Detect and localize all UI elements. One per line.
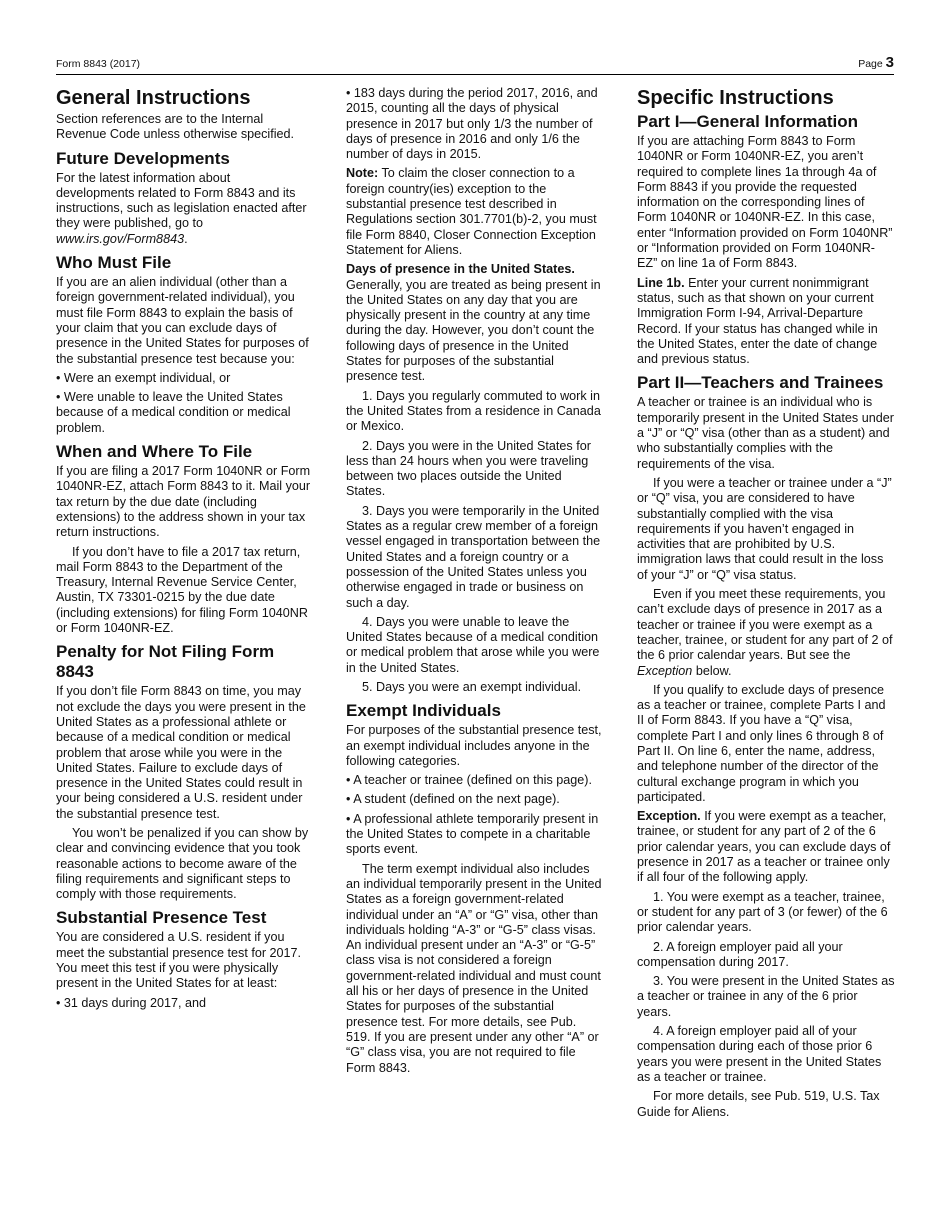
days-item: 4. Days you were unable to leave the United States because of a medical condition or medical problem that arose while you were in the United States.: [346, 614, 600, 675]
exception-item: 1. You were exempt as a teacher, trainee, or student for any part of 3 (or fewer) of the 6 prior calendar years.: [637, 889, 888, 935]
days-item: 2. Days you were in the United States for less than 24 hours when you were traveling between two places outside the United States.: [346, 438, 591, 499]
penalty-paragraph-2: You won’t be penalized if you can show by clear and convincing evidence that you took reasonable actions to become aware of the filing requirements and significant steps to comply with those requirements.: [56, 825, 309, 902]
spt-bullet: • 31 days during 2017, and: [56, 995, 207, 1010]
line1b-label: Line 1b.: [637, 275, 685, 290]
note-label: Note:: [346, 166, 379, 181]
days-paragraph: [346, 262, 604, 384]
future-body: For the latest information about developments related to Form 8843 and its instructions, such as legislation enacted after they were published, go to: [56, 170, 307, 231]
future-text: For the latest information about developments related to Form 8843 and its instructions, such as legislation enacted after they were published, go to www.irs.gov/Form8843.: [56, 170, 307, 246]
part2-p3-start: Even if you meet these requirements, you can’t exclude days of presence in 2017 as a teacher or trainee if you were exempt as a teacher, trainee, or student for any part of 2 of the 6 prior calendar years. But see the: [637, 587, 893, 663]
days-item: 1. Days you regularly commuted to work in the United States from a residence in Canada or Mexico.: [346, 388, 601, 434]
penalty-heading: Penalty for Not Filing Form 8843: [56, 642, 275, 682]
exempt-bullet: • A professional athlete temporarily present in the United States to compete in a charitable sports event.: [346, 811, 599, 857]
part2-p3-end: below.: [695, 663, 732, 678]
exception-reference: Exception: [637, 663, 693, 678]
line1b-paragraph: [637, 276, 895, 368]
who-bullet: • Were unable to leave the United States because of a medical condition or medical problem.: [56, 390, 291, 435]
general-text: Section references are to the Internal Revenue Code unless otherwise specified.: [56, 112, 295, 142]
page-header: [56, 52, 894, 75]
part1-heading: Part I—General Information: [637, 112, 859, 131]
exception-paragraph: [637, 809, 895, 885]
part2-paragraph-2: If you were a teacher or trainee under a “J” or “Q” visa, you are considered to have substantially complied with the visa requirements if you haven’t engaged in activities that are prohibited by U.S. immigration laws that could result in the loss of your “J” or “Q” visa status.: [637, 475, 892, 582]
exempt-text: For purposes of the substantial presence test, an exempt individual includes anyone in the following categories.: [346, 723, 602, 768]
column-left: [56, 86, 312, 1015]
part2-heading: Part II—Teachers and Trainees: [637, 373, 884, 393]
exempt-paragraph-2: The term exempt individual also includes an individual temporarily present in the United States as a foreign government-related individual under an “A” or “G” visa, other than individuals holding “A-3” or “G-5” class visas. An individual present under an “A-3” or “G-5” class visa is not considered a foreign government-related individual and must count all his or her days of presence in the United States for purposes of the substantial presence test. For more details, see Pub. 519. If you are present under any other “A” or “G” class visa, you are not required to file Form 8843.: [346, 861, 602, 1075]
days-item: 3. Days you were temporarily in the United States as a regular crew member of a foreign vessel engaged in transportation between the United States and a foreign country or a possession of the United States unless you otherwise engaged in trade or business on such a day.: [346, 503, 601, 610]
penalty-paragraph-1: If you don’t file Form 8843 on time, you may not exclude the days you were present in the United States as a professional athlete or because of a medical condition or medical problem that arose while you were in the United States. Failure to exclude days of presence in the United States could result in your being considered a U.S. resident under the substantial presence test.: [56, 684, 306, 821]
days-text: Generally, you are treated as being present in the United States on any day that you are physically present in the country at any time during the day. However, you don’t count the following days of presence in the United States for purposes of the substantial presence test.: [346, 277, 601, 384]
exception-item: 2. A foreign employer paid all your compensation during 2017.: [637, 939, 843, 969]
part2-paragraph-4: If you qualify to exclude days of presence as a teacher or trainee, complete Parts I and II of Form 8843. If you have a “Q” visa, complete Part I and only lines 6 through 8 of Part II. On line 6, enter the name, address, and telephone number of the director of the cultural exchange program in which you participated.: [637, 682, 886, 804]
form-label: Form 8843 (2017): [56, 58, 141, 70]
when-paragraph-1: If you are filing a 2017 Form 1040NR or Form 1040NR-EZ, attach Form 8843 to it. Mail your tax return by the due date (including extensions) to the address shown in your tax return instructions.: [56, 464, 311, 540]
who-must-file-heading: Who Must File: [56, 253, 172, 273]
note-text: To claim the closer connection to a foreign country(ies) exception to the substantial presence test described in Regulations section 301.7701(b)-2, you must file Form 8840, Closer Connection Exception Statement for Aliens.: [346, 166, 597, 257]
page-indicator: [858, 54, 894, 71]
exempt-bullet: • A student (defined on the next page).: [346, 792, 560, 807]
column-middle: [346, 86, 604, 1080]
column-right: [637, 86, 895, 1124]
exception-item: 3. You were present in the United States as a teacher or trainee in any of the 6 prior years.: [637, 974, 895, 1019]
page-label: Page: [858, 58, 883, 70]
part2-paragraph-1: A teacher or trainee is an individual who is temporarily present in the United States under a “J” or “Q” visa (other than as a student) and who substantially complies with the requirements of the visa.: [637, 395, 894, 471]
days-item: 5. Days you were an exempt individual.: [362, 679, 582, 694]
general-instructions-heading: General Instructions: [56, 87, 251, 109]
exempt-individuals-heading: Exempt Individuals: [346, 701, 501, 721]
more-details: For more details, see Pub. 519, U.S. Tax Guide for Aliens.: [637, 1089, 880, 1119]
exception-item: 4. A foreign employer paid all of your compensation during each of those prior 6 years you were present in the United States as a teacher or trainee.: [637, 1024, 882, 1084]
days-label: Days of presence in the United States.: [346, 262, 575, 277]
exception-label: Exception.: [637, 809, 701, 824]
substantial-presence-heading: Substantial Presence Test: [56, 908, 267, 928]
note-paragraph: [346, 166, 604, 258]
part2-paragraph-3: [637, 587, 895, 679]
spt-text: You are considered a U.S. resident if you meet the substantial presence test for 2017. You meet this test if you were physically present in the United States for at least:: [56, 930, 302, 991]
line1b-text: Enter your current nonimmigrant status, such as that shown on your current Immigration Form I-94, Arrival-Departure Record. If your status has changed while in the United States, enter the date of change and previous status.: [637, 275, 878, 367]
exempt-bullet: • A teacher or trainee (defined on this page).: [346, 773, 592, 788]
bullet-183-days: • 183 days during the period 2017, 2016, and 2015, counting all the days of physical presence in 2017 but only 1/3 the number of days of presence in 2016 and only 1/6 the number of days in 2015.: [346, 86, 598, 162]
when-paragraph-2: If you don’t have to file a 2017 tax return, mail Form 8843 to the Department of the Treasury, Internal Revenue Service Center, Austin, TX 73301-0215 by the due date (including extensions) for filing Form 1040NR or Form 1040NR-EZ.: [56, 544, 308, 636]
page-number: 3: [885, 54, 894, 71]
who-bullet: • Were an exempt individual, or: [56, 370, 231, 385]
who-text: If you are an alien individual (other than a foreign government-related individual), you must file Form 8843 to explain the basis of your claim that you can exclude days of presence in the United States for purposes of the substantial presence test because you:: [56, 275, 309, 366]
part1-text: If you are attaching Form 8843 to Form 1040NR or Form 1040NR-EZ, you aren’t required to complete lines 1a through 4a of Form 8843 if you provide the requested information on the corresponding lines of Form 1040NR or 1040NR-EZ. In this case, enter “Information provided on Form 1040NR” or “Information provided on Form 1040NR-EZ” on line 1a of Form 8843.: [637, 134, 893, 271]
when-where-heading: When and Where To File: [56, 442, 253, 462]
irs-link[interactable]: www.irs.gov/Form8843: [56, 231, 185, 246]
exception-text: If you were exempt as a teacher, trainee, or student for any part of 2 of the 6 prior calendar years, you can exclude days of presence in 2017 as a teacher or trainee only if all four of the following apply.: [637, 809, 891, 885]
specific-instructions-heading: Specific Instructions: [637, 87, 834, 109]
future-developments-heading: Future Developments: [56, 148, 230, 168]
